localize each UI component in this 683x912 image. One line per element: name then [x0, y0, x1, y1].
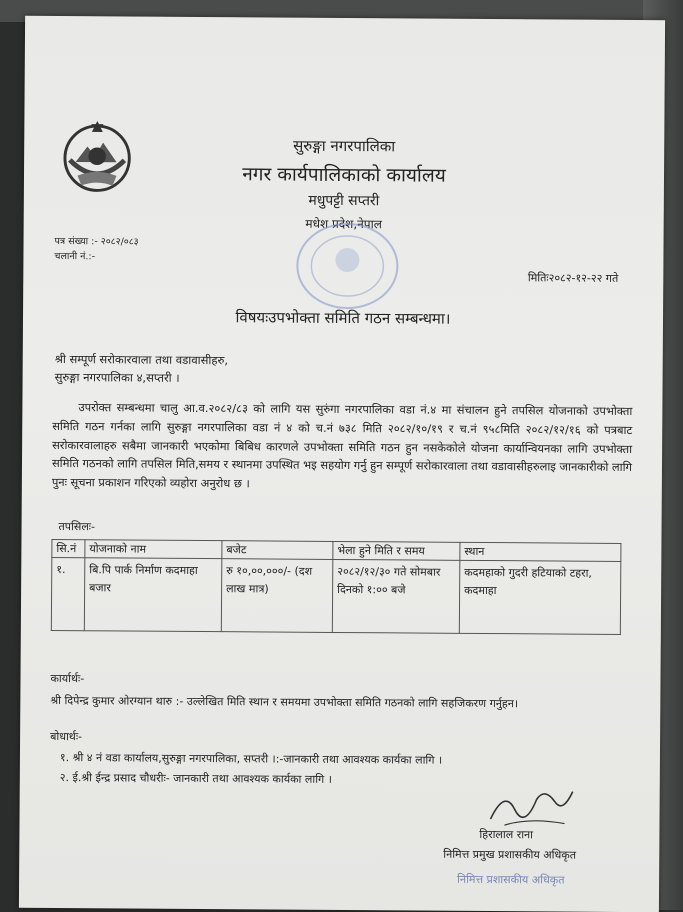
details-label: तपसिलः-	[58, 520, 96, 534]
signatory-name: हिरालाल राना	[479, 827, 534, 842]
reference-number: पत्र संख्या :- २०८२/०८३	[54, 235, 139, 248]
addressee-line-1: श्री सम्पूर्ण सरोकारवाला तथा वडावासीहरु,	[54, 351, 229, 368]
letter-subject: विषयःउपभोक्ता समिति गठन सम्बन्धमा।	[235, 308, 451, 328]
table-row	[51, 557, 620, 634]
info-item-1: १. श्री ४ नं वडा कार्यालय,सुरुङ्गा नगरपालिका, सप्तरी ।:-जानकारी तथा आवश्यक कार्यका लागि ।	[59, 751, 443, 767]
municipality-seal-icon	[285, 214, 416, 315]
letter-date: मितिः२०८२-१२-२२ गते	[527, 271, 619, 285]
cell-sn: १.	[51, 557, 85, 630]
action-text: श्री दिपेन्द्र कुमार ओरग्यान थारु :- उल्लेखित मिति स्थान र समयमा उपभोक्ता समिति गठनको लागि सहजिकरण गर्नुहन।	[50, 693, 519, 711]
info-label: बोधार्थः-	[50, 729, 83, 744]
plan-table	[51, 539, 622, 635]
header-sn: सि.नं	[52, 539, 85, 557]
office-province: मधेश प्रदेश,नेपाल	[305, 216, 382, 232]
cell-budget: रु १०,००,०००/- (दश लाख मात्र)	[221, 559, 333, 633]
action-label: कार्यार्थः-	[50, 671, 85, 686]
cell-plan-name: बि.पि पार्क निर्माण कदमाहा बजार	[84, 558, 222, 632]
signatory-title: निमित्त प्रमुख प्रशासकीय अधिकृत	[443, 847, 577, 862]
header-place: स्थान	[460, 542, 621, 561]
addressee-line-2: सुरुङ्गा नगरपालिका ४,सप्तरी ।	[54, 369, 180, 385]
info-item-2: २. ई.श्री ईन्द्र प्रसाद चौधरीः- जानकारी तथा आवश्यक कार्यका लागि ।	[59, 771, 332, 786]
cell-place: कदमहाको गुदरी हटियाको टहरा, कदमाहा	[459, 560, 621, 634]
dispatch-number: चलानी नं.:-	[54, 250, 96, 263]
header-datetime: भेला हुने मिति र समय	[333, 541, 460, 560]
body-paragraph: उपरोक्त सम्बन्धमा चालु आ.व.२०८२/८३ को लागि यस सुरुंगा नगरपालिका वडा नं.४ मा संचालन हुने तपसिल योजनाको उपभोक्ता समिति गठन गर्नका लागि सुरुङ्गा नगरपालिका वडा नं ४ को च.नं ७३८ मिति २०८२/१०/१९ र च.नं ९५८मिति २०८२/१२/१६ को पत्रबाट सरोकारवालाहरु सबैमा जानकारी भएकोमा बिबिध कारणले उपभोक्ता समिति गठन हुन नसकेकोले योजना कार्यान्वियनका लागि उपभोक्ता समिति गठनको लागि तपसिल मिति,समय र स्थानमा उपस्थित भइ सहयोग गर्नु हुन सम्पूर्ण सरोकारवाला तथा वडावासीहरुलाइ जानकारीको लागि पुनः सूचना प्रकाशन गरिएको व्यहोरा अनुरोध छ ।	[51, 400, 633, 491]
office-name: नगर कार्यपालिकाको कार्यालय	[242, 163, 446, 187]
officer-stamp: निमित्त प्रशासकीय अधिकृत	[457, 872, 565, 887]
office-location: मधुपट्टी सप्तरी	[308, 192, 380, 210]
header-budget: बजेट	[222, 541, 333, 560]
cell-datetime: २०८२/१२/३० गते सोमबार दिनको १:०० बजे	[332, 559, 460, 633]
header-plan-name: योजनाको नाम	[85, 540, 222, 559]
municipality-name: सुरुङ्गा नगरपालिका	[293, 136, 396, 156]
letter-paper	[19, 16, 665, 912]
